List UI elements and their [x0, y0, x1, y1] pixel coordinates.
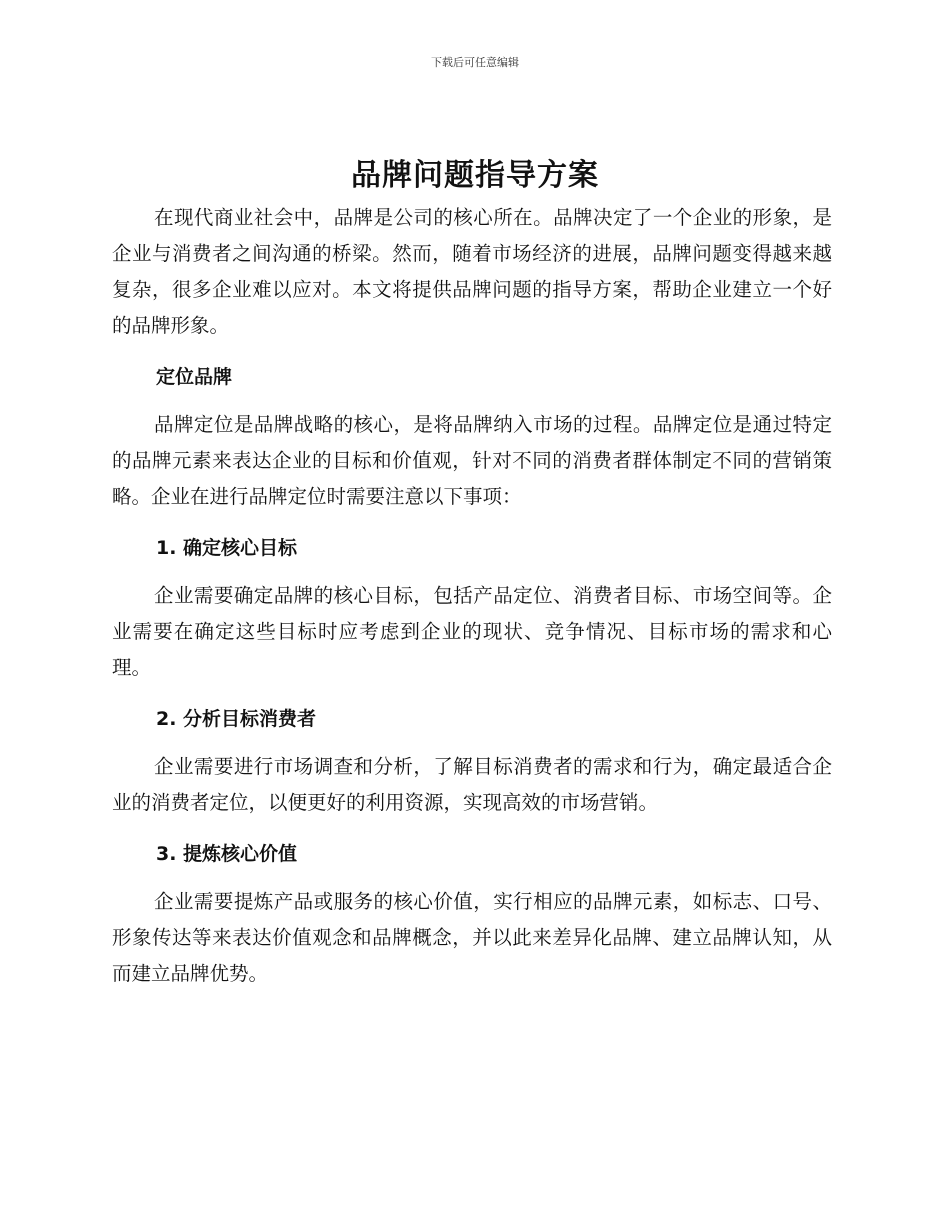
document-body	[112, 200, 832, 992]
item-heading-3: 3. 提炼核心价值	[156, 843, 298, 865]
section-heading: 定位品牌	[156, 366, 233, 388]
item-heading-2: 2. 分析目标消费者	[156, 708, 317, 730]
document-title: 品牌问题指导方案	[351, 158, 599, 193]
item-paragraph-3: 企业需要提炼产品或服务的核心价值，实行相应的品牌元素，如标志、口号、形象传达等来表达价值观念和品牌概念，并以此来差异化品牌、建立品牌认知，从而建立品牌优势。	[112, 890, 832, 985]
header-note: 下载后可任意编辑	[431, 56, 519, 69]
intro-paragraph: 在现代商业社会中，品牌是公司的核心所在。品牌决定了一个企业的形象，是企业与消费者之间沟通的桥梁。然而，随着市场经济的进展，品牌问题变得越来越复杂，很多企业难以应对。本文将提供品牌问题的指导方案，帮助企业建立一个好的品牌形象。	[112, 206, 832, 337]
section-paragraph: 品牌定位是品牌战略的核心，是将品牌纳入市场的过程。品牌定位是通过特定的品牌元素来表达企业的目标和价值观，针对不同的消费者群体制定不同的营销策略。企业在进行品牌定位时需要注意以下事项：	[112, 413, 832, 508]
item-paragraph-1: 企业需要确定品牌的核心目标，包括产品定位、消费者目标、市场空间等。企业需要在确定这些目标时应考虑到企业的现状、竞争情况、目标市场的需求和心理。	[112, 584, 832, 679]
item-paragraph-2: 企业需要进行市场调查和分析，了解目标消费者的需求和行为，确定最适合企业的消费者定位，以便更好的利用资源，实现高效的市场营销。	[112, 755, 832, 814]
item-heading-1: 1. 确定核心目标	[156, 537, 298, 559]
